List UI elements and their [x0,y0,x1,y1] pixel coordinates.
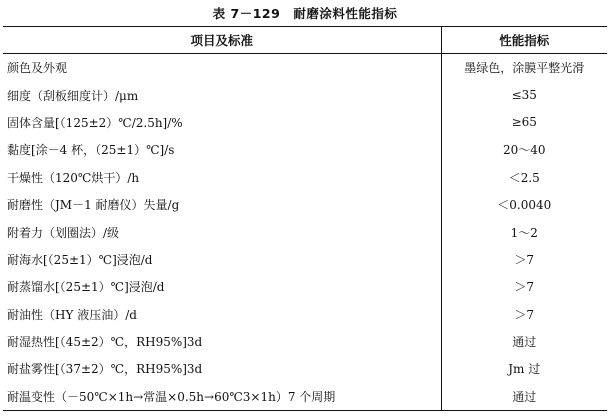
row-value: ＞7 [441,273,607,300]
row-value: 通过 [441,328,607,355]
table-row [3,136,607,163]
row-item: 耐温变性（－50℃×1h→常温×0.5h→60℃3×1h）7 个周期 [3,383,441,411]
row-value: 通过 [441,383,607,411]
row-item: 耐海水[（25±1）℃]浸泡/d [7,252,153,267]
table-row [3,301,607,328]
header-item: 项目及标准 [3,27,441,54]
table-row [3,54,607,82]
row-value: Jm 过 [441,355,607,382]
table-header-row [3,27,607,54]
row-value: ＞7 [441,301,607,328]
table-row [3,328,607,355]
row-item: 附着力（划圈法）/级 [7,225,120,240]
row-item: 耐盐雾性[（37±2）℃，RH95%]3d [7,362,203,377]
table-row [3,383,607,411]
row-value: ＜0.0040 [441,191,607,218]
row-item: 耐油性（HY 液压油）/d [7,307,137,322]
row-item: 黏度[涂－4 杯，（25±1）℃]/s [7,143,175,158]
table-caption: 表 7－129 耐磨涂料性能指标 [212,6,398,21]
performance-table [3,26,607,411]
table-row [3,191,607,218]
table-row [3,109,607,136]
table-row [3,246,607,273]
row-value: 1～2 [441,218,607,245]
row-value: ＞7 [441,246,607,273]
row-item: 耐蒸馏水[（25±1）℃]浸泡/d [7,280,165,295]
row-item: 耐磨性（JM－1 耐磨仪）失量/g [7,198,180,213]
row-item: 细度（刮板细度计）/μm [7,88,139,103]
row-item: 颜色及外观 [7,61,68,76]
table-row [3,164,607,191]
table-row [3,355,607,382]
row-item: 固体含量[（125±2）℃/2.5h]/% [7,115,183,130]
row-item: 耐湿热性[（45±2）℃，RH95%]3d [7,335,203,350]
table-row [3,218,607,245]
row-value: ≤35 [441,81,607,108]
table-row [3,273,607,300]
row-item: 干燥性（120℃烘干）/h [7,170,140,185]
row-value: ＜2.5 [441,164,607,191]
row-value: 墨绿色，涂膜平整光滑 [441,54,607,82]
table-row [3,81,607,108]
header-value: 性能指标 [441,27,607,54]
row-value: 20～40 [441,136,607,163]
row-value: ≥65 [441,109,607,136]
